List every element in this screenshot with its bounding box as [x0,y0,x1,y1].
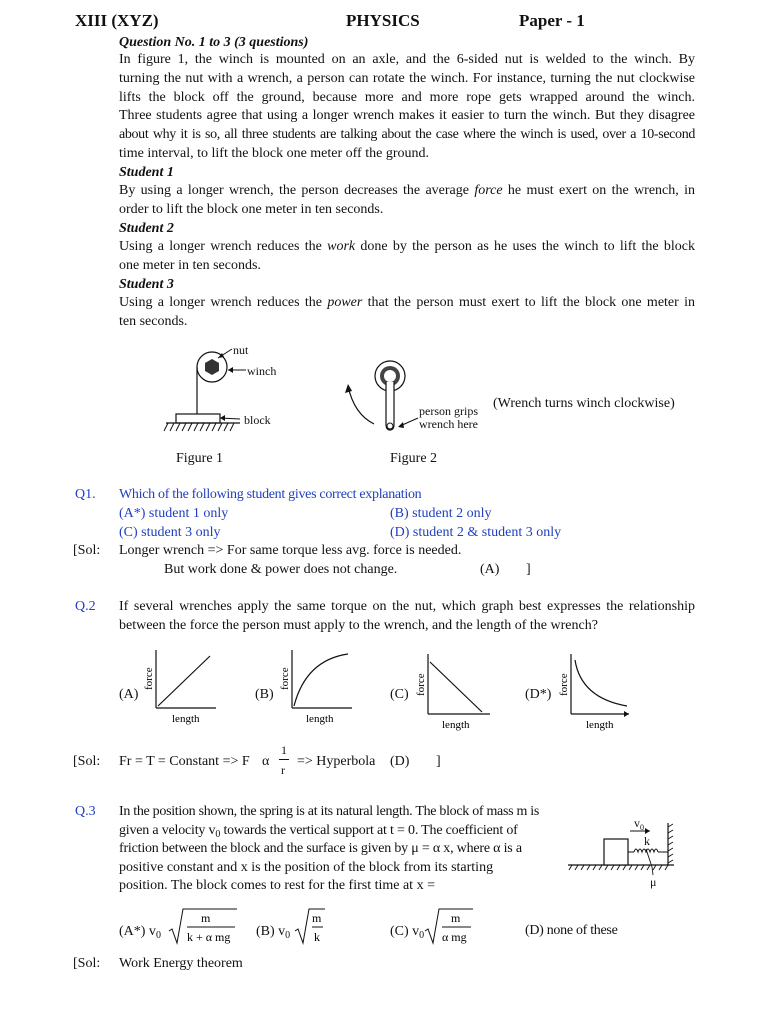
label-block: block [244,413,271,427]
intro-line-5: about why it is so, all three students are talking about the case where the winch is used, over a 10-second [119,127,695,142]
graph-b-xlabel: length [306,713,334,725]
student-3-line-2: ten seconds. [119,314,188,329]
q2-line-1: If several wrenches apply the same torque on the nut, which graph best expresses the relationship [119,599,695,614]
graph-b-concave [276,648,376,728]
q3-line-2: given a velocity $v_0$ towards the vertical support at t = 0. The coefficient of [119,823,518,840]
q3-solution-label: [Sol: [73,956,101,971]
q3-fig-velocity-label: $v_0$ [634,816,644,832]
student-3-line-1: Using a longer wrench reduces the power that the person must exert to lift the block one meter in [119,295,695,310]
figure-2-caption: Figure 2 [390,451,438,466]
q3-b-numerator: m [312,911,322,925]
q2-option-b[interactable]: (B) [255,687,274,702]
label-nut: nut [233,343,249,357]
q1-option-c[interactable]: (C) student 3 only [119,525,221,540]
figure-2-note: (Wrench turns winch clockwise) [493,396,675,411]
q1-solution-label: [Sol: [73,543,101,558]
graph-b-curve [294,654,348,706]
graph-c-ylabel: force [415,673,427,696]
q3-line-4: positive constant and x is the position of the block from its starting [119,860,494,875]
q1-option-d[interactable]: (D) student 2 & student 3 only [390,525,562,540]
q2-solution-answer: (D) [390,754,410,769]
graph-d-hyperbola [555,652,655,734]
q2-line-2: between the force the person must apply to the wrench, and the length of the wrench? [119,618,598,633]
q3-spring-block-diagram [568,815,683,895]
graph-a-curve [158,656,210,706]
student-2-line-1: Using a longer wrench reduces the work done by the person as he uses the winch to lift the block [119,239,695,254]
q3-a-numerator: m [201,911,211,925]
student-1-line-2: order to lift the block one meter in ten seconds. [119,202,384,217]
student-1-title: Student 1 [119,165,174,180]
figure-2-wrench-diagram [340,350,430,440]
intro-line-4: Three students agree that using a longer wrench makes it easier to turn the winch. But they disagree [119,108,695,123]
q3-fig-spring-label: k [644,834,650,848]
graph-a-linear [140,648,240,728]
graph-a-xlabel: length [172,713,200,725]
graph-d-xlabel: length [586,719,614,731]
q3-line-5: position. The block comes to rest for the first time at x = [119,878,435,893]
q2-solution-fraction-bar [279,759,289,760]
student-2-title: Student 2 [119,221,174,236]
graph-d-curve [575,660,627,706]
q3-b-denominator: k [314,930,320,944]
student-1-line-1: By using a longer wrench, the person decreases the average force he must exert on the wrench, in [119,183,695,198]
label-grip-2: wrench here [419,417,478,431]
graph-b-ylabel: force [279,667,291,690]
graph-c-curve [430,662,482,712]
header-paper: Paper - 1 [519,11,585,30]
q2-solution-formula: Fr = T = Constant => F [119,754,250,769]
q2-option-a[interactable]: (A) [119,687,139,702]
q1-text: Which of the following student gives correct explanation [119,487,422,502]
figure-1-caption: Figure 1 [176,451,224,466]
student-2-line-2: one meter in ten seconds. [119,258,261,273]
q3-c-numerator: m [451,911,461,925]
q3-option-a[interactable]: (A*) $v_0$ [119,924,161,941]
q2-solution-label: [Sol: [73,754,101,769]
student-3-title: Student 3 [119,277,174,292]
graph-c-decreasing-linear [412,652,512,734]
graph-c-xlabel: length [442,719,470,731]
q2-solution-alpha: α [262,754,270,769]
q3-a-denominator: k + α mg [187,930,231,944]
question-group-title: Question No. 1 to 3 (3 questions) [119,35,309,50]
q1-option-b[interactable]: (B) student 2 only [390,506,492,521]
q1-solution-line-2: But work done & power does not change. [164,562,398,577]
q3-line-3: friction between the block and the surface is given by μ = α x, where α is a [119,841,522,856]
q2-solution-result: => Hyperbola [297,754,376,769]
q2-number: Q.2 [75,599,96,614]
intro-line-6: time interval, to lift the block one meter off the ground. [119,146,429,161]
q3-option-a-radical [169,905,239,947]
header-class: XIII (XYZ) [75,11,159,30]
q3-option-c[interactable]: (C) $v_0$ [390,924,425,941]
q2-solution-denominator: r [281,763,285,777]
q3-option-b-radical [295,905,327,947]
q3-option-d[interactable]: (D) none of these [525,923,618,938]
q2-option-c[interactable]: (C) [390,687,409,702]
q2-solution-end: ] [436,754,441,769]
label-winch: winch [247,364,277,378]
intro-line-3: lifts the block off the ground, because more and more rope gets wrapped around the winch. [119,90,695,105]
q1-solution-answer: (A) [480,562,500,577]
graph-a-ylabel: force [143,667,155,690]
figure-1-winch-diagram [160,340,280,445]
q1-option-a[interactable]: (A*) student 1 only [119,506,229,521]
label-grip-1: person grips [419,404,478,418]
q3-fig-mu-label: μ [650,875,657,889]
q3-option-b[interactable]: (B) $v_0$ [256,924,291,941]
intro-line-2: turning the nut with a wrench, a person can rotate the winch. For instance, turning the nut clockwise [119,71,695,86]
intro-line-1: In figure 1, the winch is mounted on an axle, and the 6-sided nut is welded to the winch. By [119,52,695,67]
q3-solution-text: Work Energy theorem [119,956,243,971]
q1-number: Q1. [75,487,96,502]
header-subject: PHYSICS [346,11,420,30]
graph-d-ylabel: force [558,673,570,696]
q3-c-denominator: α mg [442,930,467,944]
q3-line-1: In the position shown, the spring is at its natural length. The block of mass m is [119,804,539,819]
q3-number: Q.3 [75,804,96,819]
q3-option-c-radical [425,905,477,947]
q2-option-d[interactable]: (D*) [525,687,552,702]
q1-solution-end: ] [526,562,531,577]
q2-solution-numerator: 1 [281,743,287,757]
q1-solution-line-1: Longer wrench => For same torque less avg. force is needed. [119,543,462,558]
